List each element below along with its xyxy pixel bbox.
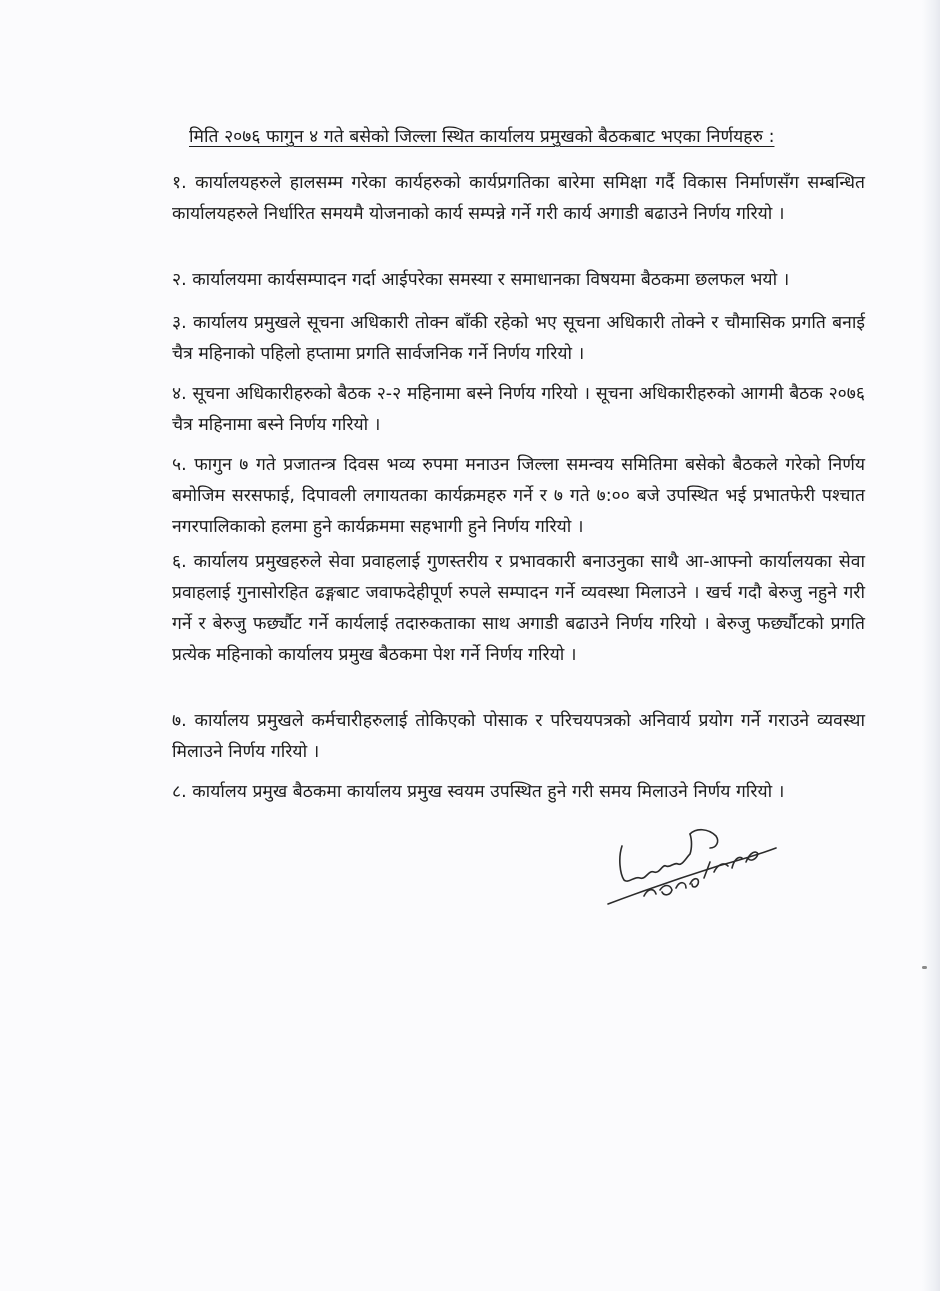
decision-item-7: ७. कार्यालय प्रमुखले कर्मचारीहरुलाई तोकिएको पोसाक र परिचयपत्रको अनिवार्य प्रयोग गर्ने गराउने व्यवस्था मिलाउने निर्णय गरियो । bbox=[172, 711, 865, 762]
document-title: मिति २०७६ फागुन ४ गते बसेको जिल्ला स्थित कार्यालय प्रमुखको बैठकबाट भएका निर्णयहरु : bbox=[189, 127, 775, 147]
decision-item-6: ६. कार्यालय प्रमुखहरुले सेवा प्रवाहलाई गुणस्तरीय र प्रभावकारी बनाउनुका साथै आ-आफ्नो कार्यालयका सेवा प्रवाहलाई गुनासोरहित ढङ्गबाट जवाफदेहीपूर्ण रुपले सम्पादन गर्ने व्यवस्था मिलाउने । खर्च गदौ बेरुजु नहुने गरी गर्ने र बेरुजु फर्छ्यौट गर्ने कार्यलाई तदारुकताका साथ अगाडी बढाउने निर्णय गरियो । बेरुजु फर्छ्यौटको प्रगति प्रत्येक महिनाको कार्यालय प्रमुख बैठकमा पेश गर्ने निर्णय गरियो । bbox=[172, 552, 865, 665]
handwritten-signature bbox=[600, 818, 780, 918]
scan-edge-shadow bbox=[922, 0, 940, 1291]
decision-item-2: २. कार्यालयमा कार्यसम्पादन गर्दा आईपरेका समस्या र समाधानका विषयमा बैठकमा छलफल भयो । bbox=[172, 270, 790, 290]
decision-item-8: ८. कार्यालय प्रमुख बैठकमा कार्यालय प्रमुख स्वयम उपस्थित हुने गरी समय मिलाउने निर्णय गरियो । bbox=[172, 782, 785, 802]
scan-speck bbox=[922, 966, 927, 969]
decision-item-4: ४. सूचना अधिकारीहरुको बैठक २-२ महिनामा बस्ने निर्णय गरियो । सूचना अधिकारीहरुको आगमी बैठक २०७६ चैत्र महिनामा बस्ने निर्णय गरियो । bbox=[172, 384, 865, 435]
decision-item-1: १. कार्यालयहरुले हालसम्म गरेका कार्यहरुको कार्यप्रगतिका बारेमा समिक्षा गर्दै विकास निर्माणसँग सम्बन्धित कार्यालयहरुले निर्धारित समयमै योजनाको कार्य सम्पन्ने गर्ने गरी कार्य अगाडी बढाउने निर्णय गरियो । bbox=[172, 173, 865, 224]
decision-item-3: ३. कार्यालय प्रमुखले सूचना अधिकारी तोक्न बाँकी रहेको भए सूचना अधिकारी तोक्ने र चौमासिक प्रगति बनाई चैत्र महिनाको पहिलो हप्तामा प्रगति सार्वजनिक गर्ने निर्णय गरियो । bbox=[172, 313, 865, 364]
decision-item-5: ५. फागुन ७ गते प्रजातन्त्र दिवस भव्य रुपमा मनाउन जिल्ला समन्वय समितिमा बसेको बैठकले गरेको निर्णय बमोजिम सरसफाई, दिपावली लगायतका कार्यक्रमहरु गर्ने र ७ गते ७:०० बजे उपस्थित भई प्रभातफेरी पश्चात नगरपालिकाको हलमा हुने कार्यक्रममा सहभागी हुने निर्णय गरियो । bbox=[172, 455, 865, 537]
